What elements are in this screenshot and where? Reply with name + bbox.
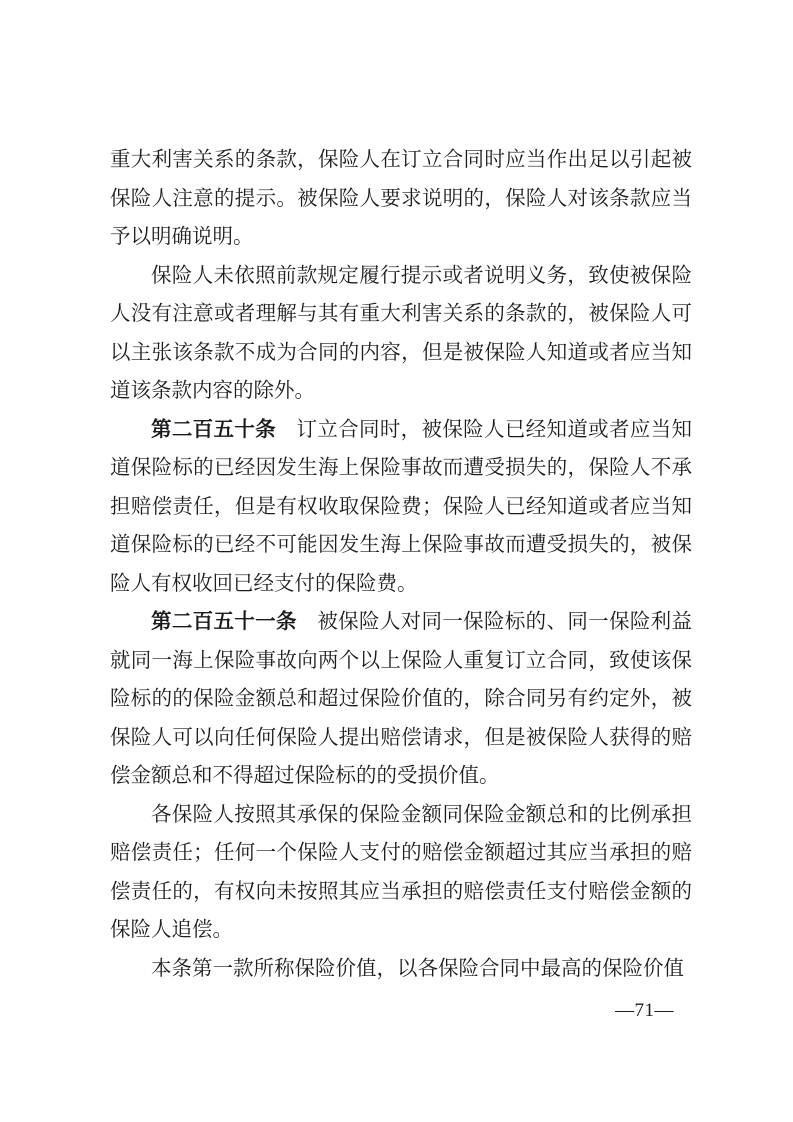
paragraph [110,257,692,411]
paragraph-text: 本条第一款所称保险价值，以各保险合同中最高的保险价值 [151,957,684,980]
article-number: 第二百五十条 [151,418,276,441]
paragraph-partial [110,950,692,989]
paragraph-text: 保险人未依照前款规定履行提示或者说明义务，致使被保险人没有注意或者理解与其有重大利害关系的条款的，被保险人可以主张该条款不成为合同的内容，但是被保险人知道或者应当知道该条款内容的除外。 [110,264,692,402]
page-number: —71— [615,1000,674,1021]
article-number: 第二百五十一条 [151,611,297,633]
article-251 [110,603,692,796]
paragraph-text: 订立合同时，被保险人已经知道或者应当知道保险标的已经因发生海上保险事故而遭受损失的，保险人不承担赔偿责任，但是有权收取保险费；保险人已经知道或者应当知道保险标的已经不可能因发生海上保险事故而遭受损失的，被保险人有权收回已经支付的保险费。 [110,418,692,595]
paragraph [110,796,692,950]
paragraph-continuation [110,141,692,257]
document-body [110,141,692,988]
paragraph-text: 各保险人按照其承保的保险金额同保险金额总和的比例承担赔偿责任；任何一个保险人支付的赔偿金额超过其应当承担的赔偿责任的，有权向未按照其应当承担的赔偿责任支付赔偿金额的保险人追偿。 [110,803,692,941]
paragraph-text: 重大利害关系的条款，保险人在订立合同时应当作出足以引起被保险人注意的提示。被保险人要求说明的，保险人对该条款应当予以明确说明。 [110,149,692,248]
article-250 [110,411,692,604]
paragraph-text: 被保险人对同一保险标的、同一保险利益就同一海上保险事故向两个以上保险人重复订立合同，致使该保险标的的保险金额总和超过保险价值的，除合同另有约定外，被保险人可以向任何保险人提出赔偿请求，但是被保险人获得的赔偿金额总和不得超过保险标的的受损价值。 [110,611,693,787]
